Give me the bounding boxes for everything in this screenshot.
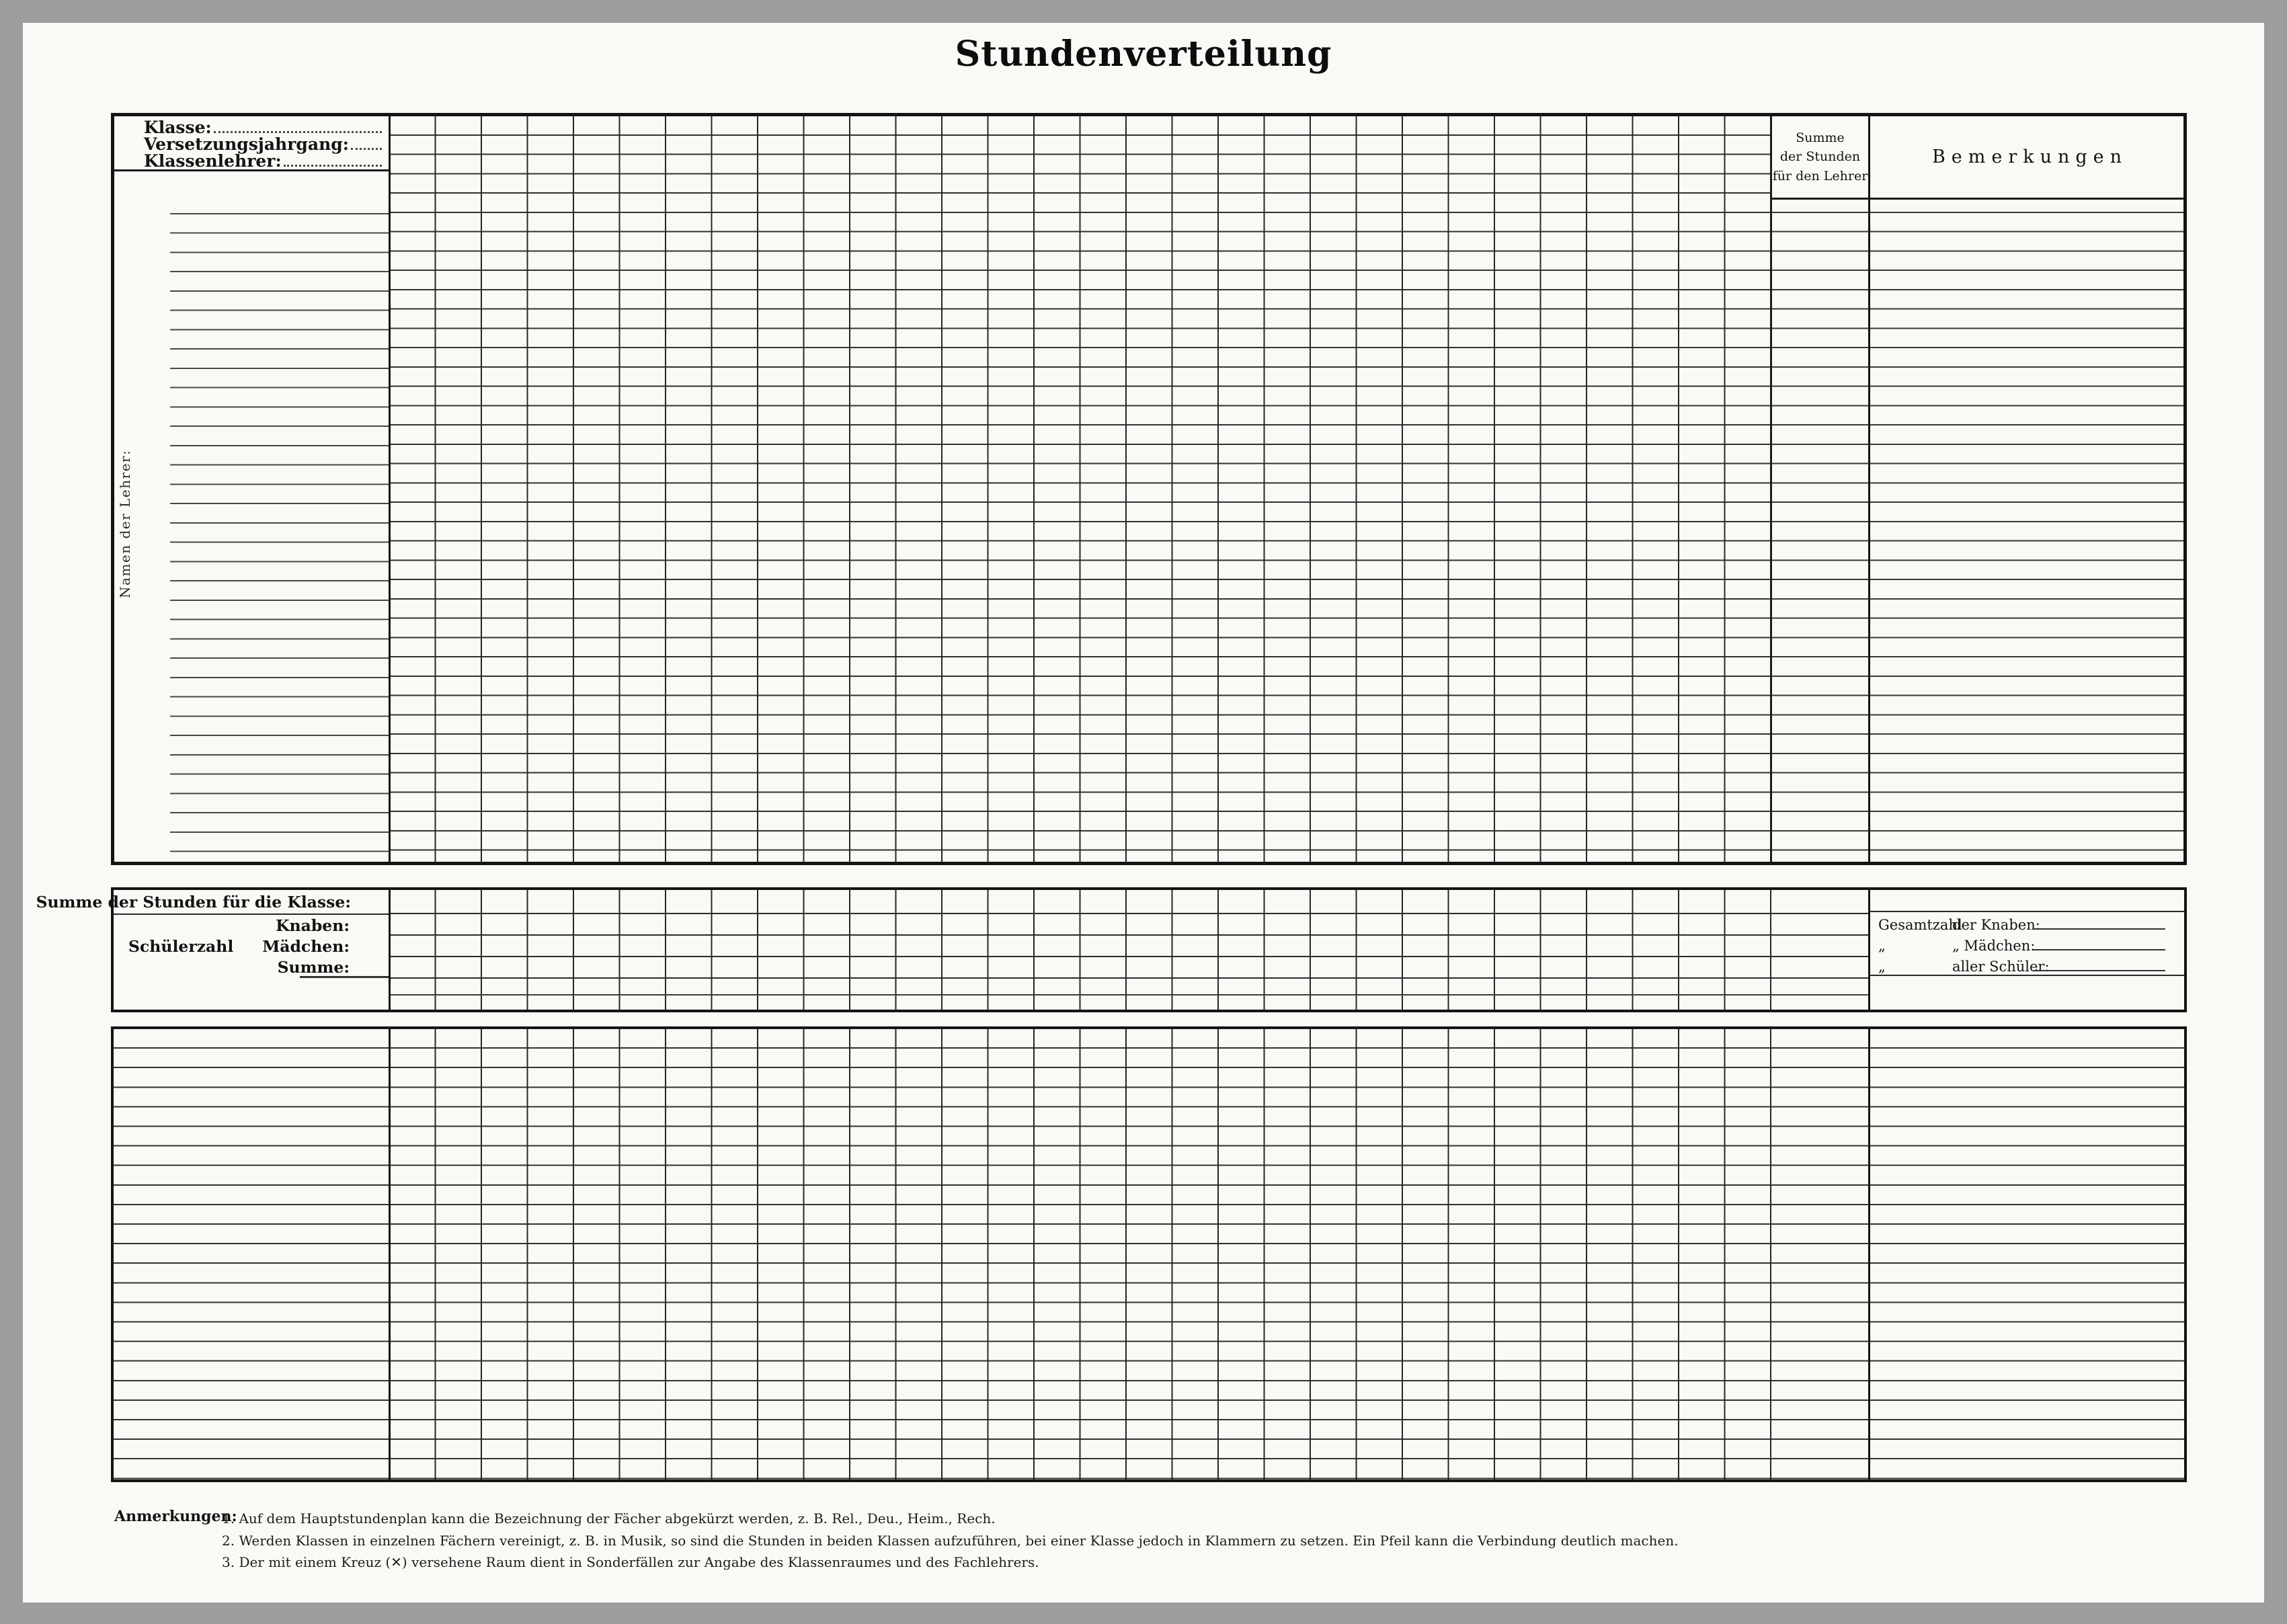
anmerkungen-label: Anmerkungen: xyxy=(114,1508,237,1525)
class-info-box xyxy=(114,116,390,171)
lesson-grid xyxy=(390,116,1771,862)
versetzungsjahrgang-dotted-line xyxy=(351,148,382,150)
summary-grid-columns xyxy=(390,890,1771,1010)
summary-row-line-3 xyxy=(390,956,1868,957)
gesamtzahl-schueler-row xyxy=(1870,954,2184,975)
footnote-3: 3. Der mit einem Kreuz (✕) versehene Raum dient in Sonderfällen zur Angabe des Klassenraumes und des Fachlehrers. xyxy=(222,1554,1039,1570)
summe-klasse-label: Summe der Stunden für die Klasse: xyxy=(36,892,351,911)
bemerkungen-column-rows xyxy=(1870,200,2183,862)
bemerkungen-header: Bemerkungen xyxy=(1870,116,2183,200)
klasse-dotted-line xyxy=(214,131,382,133)
names-grid-divider xyxy=(389,116,391,862)
summe-klasse-row xyxy=(36,890,390,915)
class-summary-section xyxy=(36,887,2187,1012)
knaben-row xyxy=(114,915,390,936)
gesamtzahl-maedchen-writing-line xyxy=(2034,949,2165,950)
totals-area xyxy=(1870,890,2184,1010)
lower-right-divider xyxy=(1868,1029,1870,1479)
field-row-versetzungsjahrgang xyxy=(144,136,383,153)
bemerkungen-column xyxy=(1870,116,2183,862)
gesamtzahl-maedchen-row xyxy=(1870,933,2184,954)
teacher-name-ruled-lines xyxy=(170,195,390,859)
summary-row-line-4 xyxy=(390,977,1868,979)
schuelerzahl-label: Schülerzahl xyxy=(128,937,234,956)
versetzungsjahrgang-label: Versetzungsjahrgang: xyxy=(144,134,349,154)
summe-lehrer-column xyxy=(1772,116,1868,862)
summe-column-rows xyxy=(1772,200,1868,862)
footnotes xyxy=(222,1508,2171,1574)
summe-lehrer-header xyxy=(1772,116,1868,200)
klassenlehrer-label: Klassenlehrer: xyxy=(144,151,282,171)
gesamtzahl-knaben-prefix: Gesamtzahl xyxy=(1878,917,1962,933)
lower-grid-section xyxy=(111,1026,2187,1482)
summe-label: Summe: xyxy=(277,957,350,977)
lower-left-divider xyxy=(389,1029,391,1479)
maedchen-label: Mädchen: xyxy=(262,936,350,956)
summary-row-line-2 xyxy=(390,934,1868,936)
summe-header-line3: für den Lehrer xyxy=(1772,168,1868,184)
totals-rows xyxy=(1870,912,2184,976)
gesamtzahl-schueler-prefix: „ xyxy=(1878,959,1886,975)
summe-header-line1: Summe xyxy=(1796,130,1845,145)
summary-left-divider xyxy=(389,890,391,1010)
summe-row xyxy=(114,957,390,977)
lower-grid-columns xyxy=(390,1029,1771,1479)
knaben-label: Knaben: xyxy=(276,916,350,935)
gesamtzahl-schueler-label: aller Schüler: xyxy=(1952,959,2050,975)
gesamtzahl-schueler-writing-line xyxy=(2034,970,2165,971)
summary-row-line-5 xyxy=(390,994,1868,996)
footnote-1: 1. Auf dem Hauptstundenplan kann die Bezeichnung der Fächer abgekürzt werden, z. B. Rel., Deu., Heim., Rech. xyxy=(222,1510,996,1527)
summe-header-line2: der Stunden xyxy=(1779,149,1861,165)
main-timetable-section xyxy=(111,113,2187,865)
field-row-klassenlehrer xyxy=(144,153,383,169)
klassenlehrer-dotted-line xyxy=(284,165,382,167)
summary-row-line-1 xyxy=(390,913,1868,914)
gesamtzahl-knaben-row xyxy=(1870,912,2184,933)
klasse-label: Klasse: xyxy=(144,118,212,137)
page-title: Stundenverteilung xyxy=(955,34,1332,75)
totals-top-spacer xyxy=(1870,890,2184,912)
gesamtzahl-maedchen-label: „ Mädchen: xyxy=(1952,938,2036,954)
gesamtzahl-knaben-writing-line xyxy=(2034,928,2165,930)
summe-row-underline xyxy=(300,976,390,978)
names-column-vertical-label: Namen der Lehrer: xyxy=(117,449,133,598)
gesamtzahl-maedchen-prefix: „ xyxy=(1878,938,1886,954)
field-row-klasse xyxy=(144,119,383,136)
footnote-2: 2. Werden Klassen in einzelnen Fächern vereinigt, z. B. in Musik, so sind die Stunden in beiden Klassen aufzuführen, bei einer Klasse jedoch in Klammern zu setzen. Ein Pfeil kann die Verbindung deutlich machen. xyxy=(222,1532,1679,1549)
gesamtzahl-knaben-label: der Knaben: xyxy=(1952,917,2040,933)
summary-labels-area xyxy=(36,890,390,1010)
